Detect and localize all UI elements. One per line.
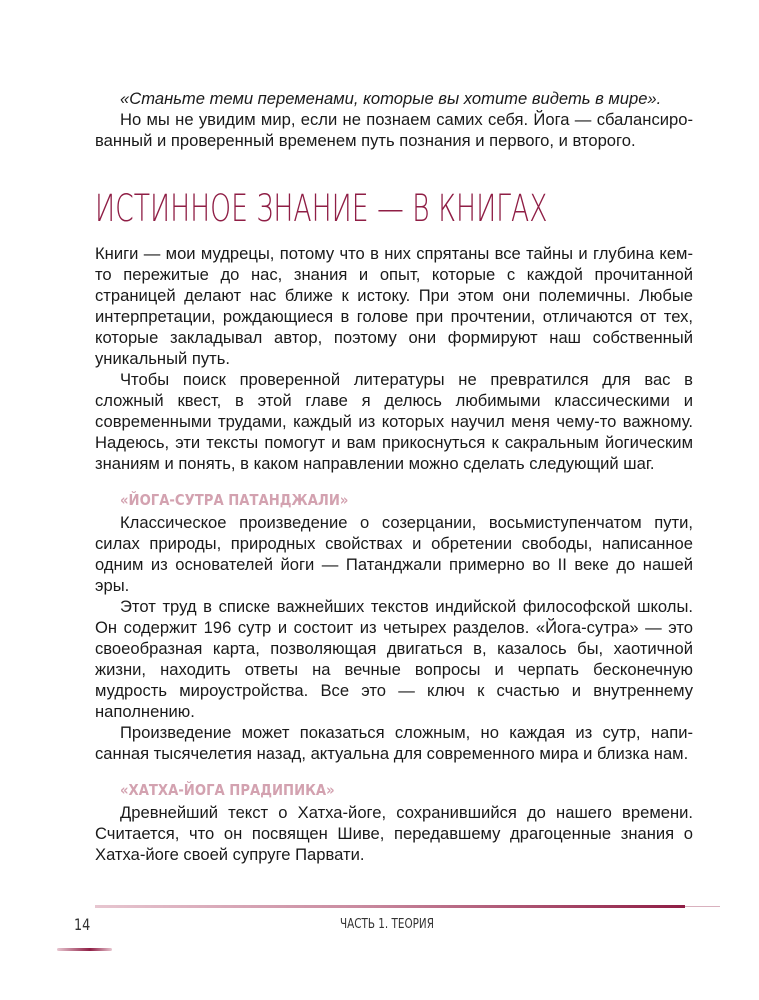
running-head: ЧАСТЬ 1. ТЕОРИЯ	[340, 917, 434, 932]
section-paragraph: Древнейший текст о Хатха-йоге, сохранившийся до нашего времени. Считается, что он посвящен Шиве, передавшему драгоценные знания о Хатха-йоге своей супруге Парвати.	[95, 803, 693, 864]
section-title-hatha-yoga: «ХАТХА-ЙОГА ПРАДИПИКА»	[120, 781, 335, 799]
footer-divider	[95, 905, 685, 908]
footer-divider-tail	[685, 906, 720, 907]
chapter-title: ИСТИННОЕ ЗНАНИЕ — В КНИГАХ	[95, 187, 548, 230]
intro-paragraph: Но мы не увидим мир, если не познаем самих себя. Йога — сбалансированный и проверенный временем путь познания и первого, и второго.	[95, 110, 693, 150]
intro-quote: «Станьте теми переменами, которые вы хотите видеть в мире».	[120, 89, 662, 108]
page-number-underline	[57, 948, 112, 951]
section-paragraph: Этот труд в списке важнейших текстов индийской философской школы. Он содержит 196 сутр и состоит из четырех разделов. «Йога-сутра» — это своеобразная карта, позволяющая двигаться в, казалось бы, хаотичной жизни, находить ответы на вечные вопросы и черпать бесконечную мудрость мироустройства. Все это — ключ к счастью и внутреннему наполнению.	[95, 597, 693, 721]
section-paragraph: Произведение может показаться сложным, но каждая из сутр, написанная тысячелетия назад, актуальна для современного мира и близка нам.	[95, 723, 693, 763]
chapter-paragraph: Чтобы поиск проверенной литературы не превратился для вас в сложный квест, в этой главе я делюсь любимыми классическими и современными трудами, каждый из которых научил меня чему-то важному. Надеюсь, эти тексты помогут и вам прикоснуться к сакральным йогическим знаниям и понять, в каком направлении можно сделать следующий шаг.	[95, 370, 693, 473]
page-content	[95, 88, 693, 865]
chapter-paragraph: Книги — мои мудрецы, потому что в них спрятаны все тайны и глубина кем-то пережитые до нас, знания и опыт, которые с каждой прочитанной страницей делают нас ближе к истоку. При этом они полемичны. Любые интерпретации, рождающиеся в голове при прочтении, отличаются от тех, которые закладывал автор, поэтому они формируют наш собственный уникальный путь.	[95, 244, 693, 368]
page-number: 14	[74, 915, 91, 934]
section-paragraph: Классическое произведение о созерцании, восьмиступенчатом пути, силах природы, природных свойствах и обретении свободы, написанное одним из основателей йоги — Патанджали примерно во II веке до нашей эры.	[95, 513, 693, 595]
section-title-yoga-sutra: «ЙОГА-СУТРА ПАТАНДЖАЛИ»	[120, 491, 349, 509]
